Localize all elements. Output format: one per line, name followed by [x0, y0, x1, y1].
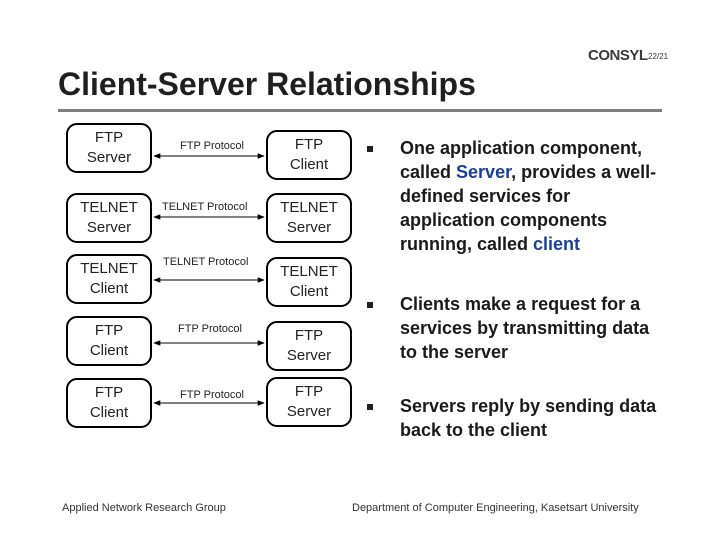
protocol-label-4: FTP Protocol	[178, 323, 242, 335]
left-box-3: TELNET Client	[66, 254, 152, 304]
square-bullet-icon	[367, 146, 373, 152]
square-bullet-icon	[367, 302, 373, 308]
left-box-2: TELNET Server	[66, 193, 152, 243]
right-box-3: TELNET Client	[266, 257, 352, 307]
footer-left: Applied Network Research Group	[62, 502, 226, 514]
protocol-label-1: FTP Protocol	[180, 140, 244, 152]
slide-number: 22/21	[648, 52, 669, 61]
right-box-2: TELNET Server	[266, 193, 352, 243]
protocol-label-3: TELNET Protocol	[163, 256, 249, 268]
left-box-4: FTP Client	[66, 316, 152, 366]
protocol-label-5: FTP Protocol	[180, 389, 244, 401]
protocol-label-2: TELNET Protocol	[162, 201, 248, 213]
bullet-item-1: One application component, called Server, provides a well- defined services for application components running, called client	[360, 136, 670, 256]
left-box-1: FTP Server	[66, 123, 152, 173]
square-bullet-icon	[367, 404, 373, 410]
right-box-5: FTP Server	[266, 377, 352, 427]
left-box-5: FTP Client	[66, 378, 152, 428]
highlight-client: client	[533, 234, 581, 254]
footer-right: Department of Computer Engineering, Kasetsart University	[352, 502, 639, 514]
highlight-server: Server	[456, 162, 512, 182]
bullet-item-3: Servers reply by sending data back to the client	[360, 394, 670, 442]
bullet-list	[360, 136, 670, 456]
consyl-logo: CONSYL	[588, 47, 648, 64]
right-box-1: FTP Client	[266, 130, 352, 180]
bullet-item-2: Clients make a request for a services by transmitting data to the server	[360, 292, 670, 364]
slide-title: Client-Server Relationships	[58, 66, 476, 102]
right-box-4: FTP Server	[266, 321, 352, 371]
